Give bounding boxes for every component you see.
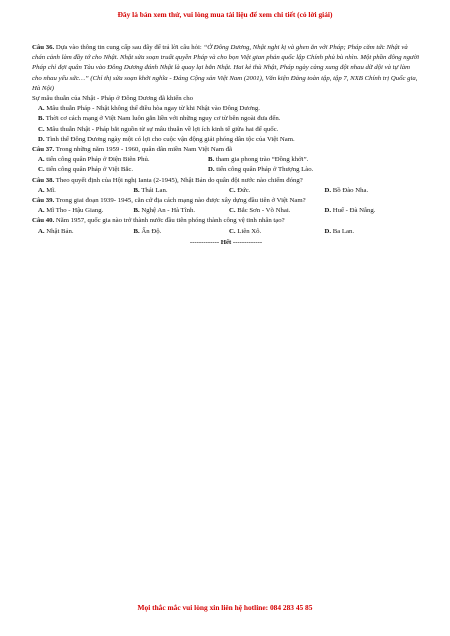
- options-list: [32, 104, 420, 145]
- option-letter: A.: [38, 207, 45, 215]
- option-text: Liên Xô.: [235, 227, 262, 235]
- option-text: Bồ Đào Nha.: [331, 186, 369, 194]
- option-c[interactable]: [38, 165, 208, 175]
- question-38: [32, 176, 420, 196]
- option-text: tiến công quân Pháp ở Điện Biên Phủ.: [44, 156, 150, 164]
- option-d[interactable]: [38, 135, 420, 145]
- question-text: Theo quyết định của Hội nghị Ianta (2-1945), Nhật Bản do quân đội nước nào chiếm đóng?: [54, 176, 303, 184]
- option-text: Mâu thuẫn Pháp - Nhật không thể điều hòa ngay từ khi Nhật vào Đông Dương.: [44, 105, 260, 113]
- question-stem: [32, 145, 420, 155]
- option-letter: A.: [38, 227, 45, 235]
- option-text: Mĩ.: [44, 186, 56, 194]
- option-letter: D.: [324, 227, 332, 235]
- question-text: Trong giai đoạn 1939- 1945, căn cứ địa cách mạng nào được xây dựng đầu tiên ở Việt Nam?: [54, 197, 306, 205]
- option-text: Mâu thuẫn Nhật - Pháp bắt nguồn từ sự mâu thuẫn về lợi ích kinh tế giữa hai đế quốc.: [44, 125, 279, 133]
- option-text: Ba Lan.: [331, 227, 355, 235]
- option-text: Mĩ Tho - Hậu Giang.: [44, 207, 104, 215]
- options-row: [32, 227, 420, 237]
- question-37: [32, 145, 420, 176]
- option-c[interactable]: [229, 186, 325, 196]
- question-text: Trong những năm 1959 - 1960, quân dân miền Nam Việt Nam đã: [54, 146, 233, 154]
- option-letter: B.: [208, 156, 215, 164]
- option-a[interactable]: [38, 155, 208, 165]
- question-stem: [32, 216, 420, 226]
- question-number: Câu 36.: [32, 44, 55, 51]
- option-letter: D.: [324, 207, 332, 215]
- question-40: [32, 216, 420, 236]
- option-text: tiến công quân Pháp ở Thượng Lào.: [214, 166, 314, 174]
- option-letter: A.: [38, 105, 45, 113]
- option-d[interactable]: [325, 186, 421, 196]
- option-d[interactable]: [325, 206, 421, 216]
- options-row: [32, 155, 420, 165]
- question-number: Câu 37.: [32, 146, 55, 154]
- option-letter: B.: [133, 186, 140, 194]
- option-c[interactable]: [229, 206, 325, 216]
- option-b[interactable]: [134, 206, 230, 216]
- option-b[interactable]: [38, 114, 420, 124]
- option-text: tham gia phong trào “Đồng khởi”.: [214, 156, 309, 164]
- question-number: Câu 39.: [32, 197, 55, 205]
- option-a[interactable]: [38, 206, 134, 216]
- option-letter: C.: [229, 207, 236, 215]
- preview-notice-banner: Đây là bản xem thử, vui lòng mua tài liệu để xem chi tiết (có lời giải): [117, 10, 333, 19]
- option-a[interactable]: [38, 186, 134, 196]
- option-text: Đức.: [235, 186, 251, 194]
- question-prompt: Dựa vào thông tin cung cấp sau đây để trả lời câu hỏi:: [55, 44, 202, 51]
- question-number: Câu 40.: [32, 217, 55, 225]
- question-39: [32, 196, 420, 216]
- question-stem: [32, 196, 420, 206]
- option-text: Thái Lan.: [139, 186, 168, 194]
- option-text: Ấn Độ.: [139, 227, 162, 235]
- option-text: tiến công quân Pháp ở Việt Bắc.: [44, 166, 134, 174]
- source-quote: “Ở Đông Dương, Nhật nghi kị và ghen ăn với Pháp; Pháp căm tức Nhật và chán cảnh làm đầy tớ cho Nhật. Nhật sửa soạn truất quyền Pháp và cho bọn Việt gian phản quốc lập Chính phủ bù nhìn. Một phần đông người Pháp chỉ đợi quân Tàu vào Đông Dương đánh Nhật là quay lại bắn Nhật. Hai kẻ thù Nhật, Pháp ngày càng xung đột nhau dữ dội và tự làm cho nhau yếu sức…” (Chỉ thị sửa soạn khởi nghĩa - Đảng Cộng sản Việt Nam (2001), Văn kiện Đảng toàn tập, tập 7, NXB Chính trị Quốc gia, Hà Nội): [32, 44, 420, 92]
- option-b[interactable]: [134, 227, 230, 237]
- question-stem: [32, 176, 420, 186]
- option-letter: C.: [229, 227, 236, 235]
- option-letter: C.: [38, 166, 45, 174]
- option-letter: D.: [324, 186, 332, 194]
- option-text: Nhật Bản.: [44, 227, 74, 235]
- option-b[interactable]: [208, 155, 308, 165]
- hotline-footer: Mọi thắc mắc vui lòng xin liên hệ hotline: 084 283 45 85: [137, 603, 313, 612]
- question-number: Câu 38.: [32, 176, 55, 184]
- options-row: [32, 186, 420, 196]
- option-text: Thời cơ cách mạng ở Việt Nam luôn gắn liền với những nguy cơ từ bên ngoài đưa đến.: [44, 115, 281, 123]
- option-d[interactable]: [325, 227, 421, 237]
- option-text: Tình thế Đông Dương ngày một có lợi cho cuộc vận động giải phóng dân tộc của Việt Nam.: [44, 135, 295, 143]
- option-letter: B.: [133, 227, 140, 235]
- option-letter: C.: [229, 186, 236, 194]
- question-36-stem: [32, 43, 420, 94]
- options-row: [32, 165, 420, 175]
- option-letter: C.: [38, 125, 45, 133]
- option-letter: B.: [38, 115, 45, 123]
- option-a[interactable]: [38, 227, 134, 237]
- option-letter: D.: [208, 166, 215, 174]
- option-text: Nghệ An - Hà Tĩnh.: [139, 207, 196, 215]
- option-letter: A.: [38, 156, 45, 164]
- option-text: Huế - Đà Nẵng.: [331, 207, 376, 215]
- question-text: Sự mâu thuẫn của Nhật - Pháp ở Đông Dương đã khiến cho: [32, 95, 194, 103]
- question-36: [32, 43, 420, 145]
- exam-content: [32, 43, 420, 248]
- option-letter: A.: [38, 186, 45, 194]
- option-c[interactable]: [229, 227, 325, 237]
- option-d[interactable]: [208, 165, 313, 175]
- option-b[interactable]: [134, 186, 230, 196]
- question-text: Năm 1957, quốc gia nào trở thành nước đầu tiên phóng thành công vệ tinh nhân tạo?: [54, 217, 285, 225]
- end-marker: ------------- Hết -------------: [189, 238, 263, 246]
- option-a[interactable]: [38, 104, 420, 114]
- option-letter: D.: [38, 135, 45, 143]
- option-text: Bắc Sơn - Võ Nhai.: [235, 207, 291, 215]
- options-row: [32, 206, 420, 216]
- option-letter: B.: [133, 207, 140, 215]
- option-c[interactable]: [38, 125, 420, 135]
